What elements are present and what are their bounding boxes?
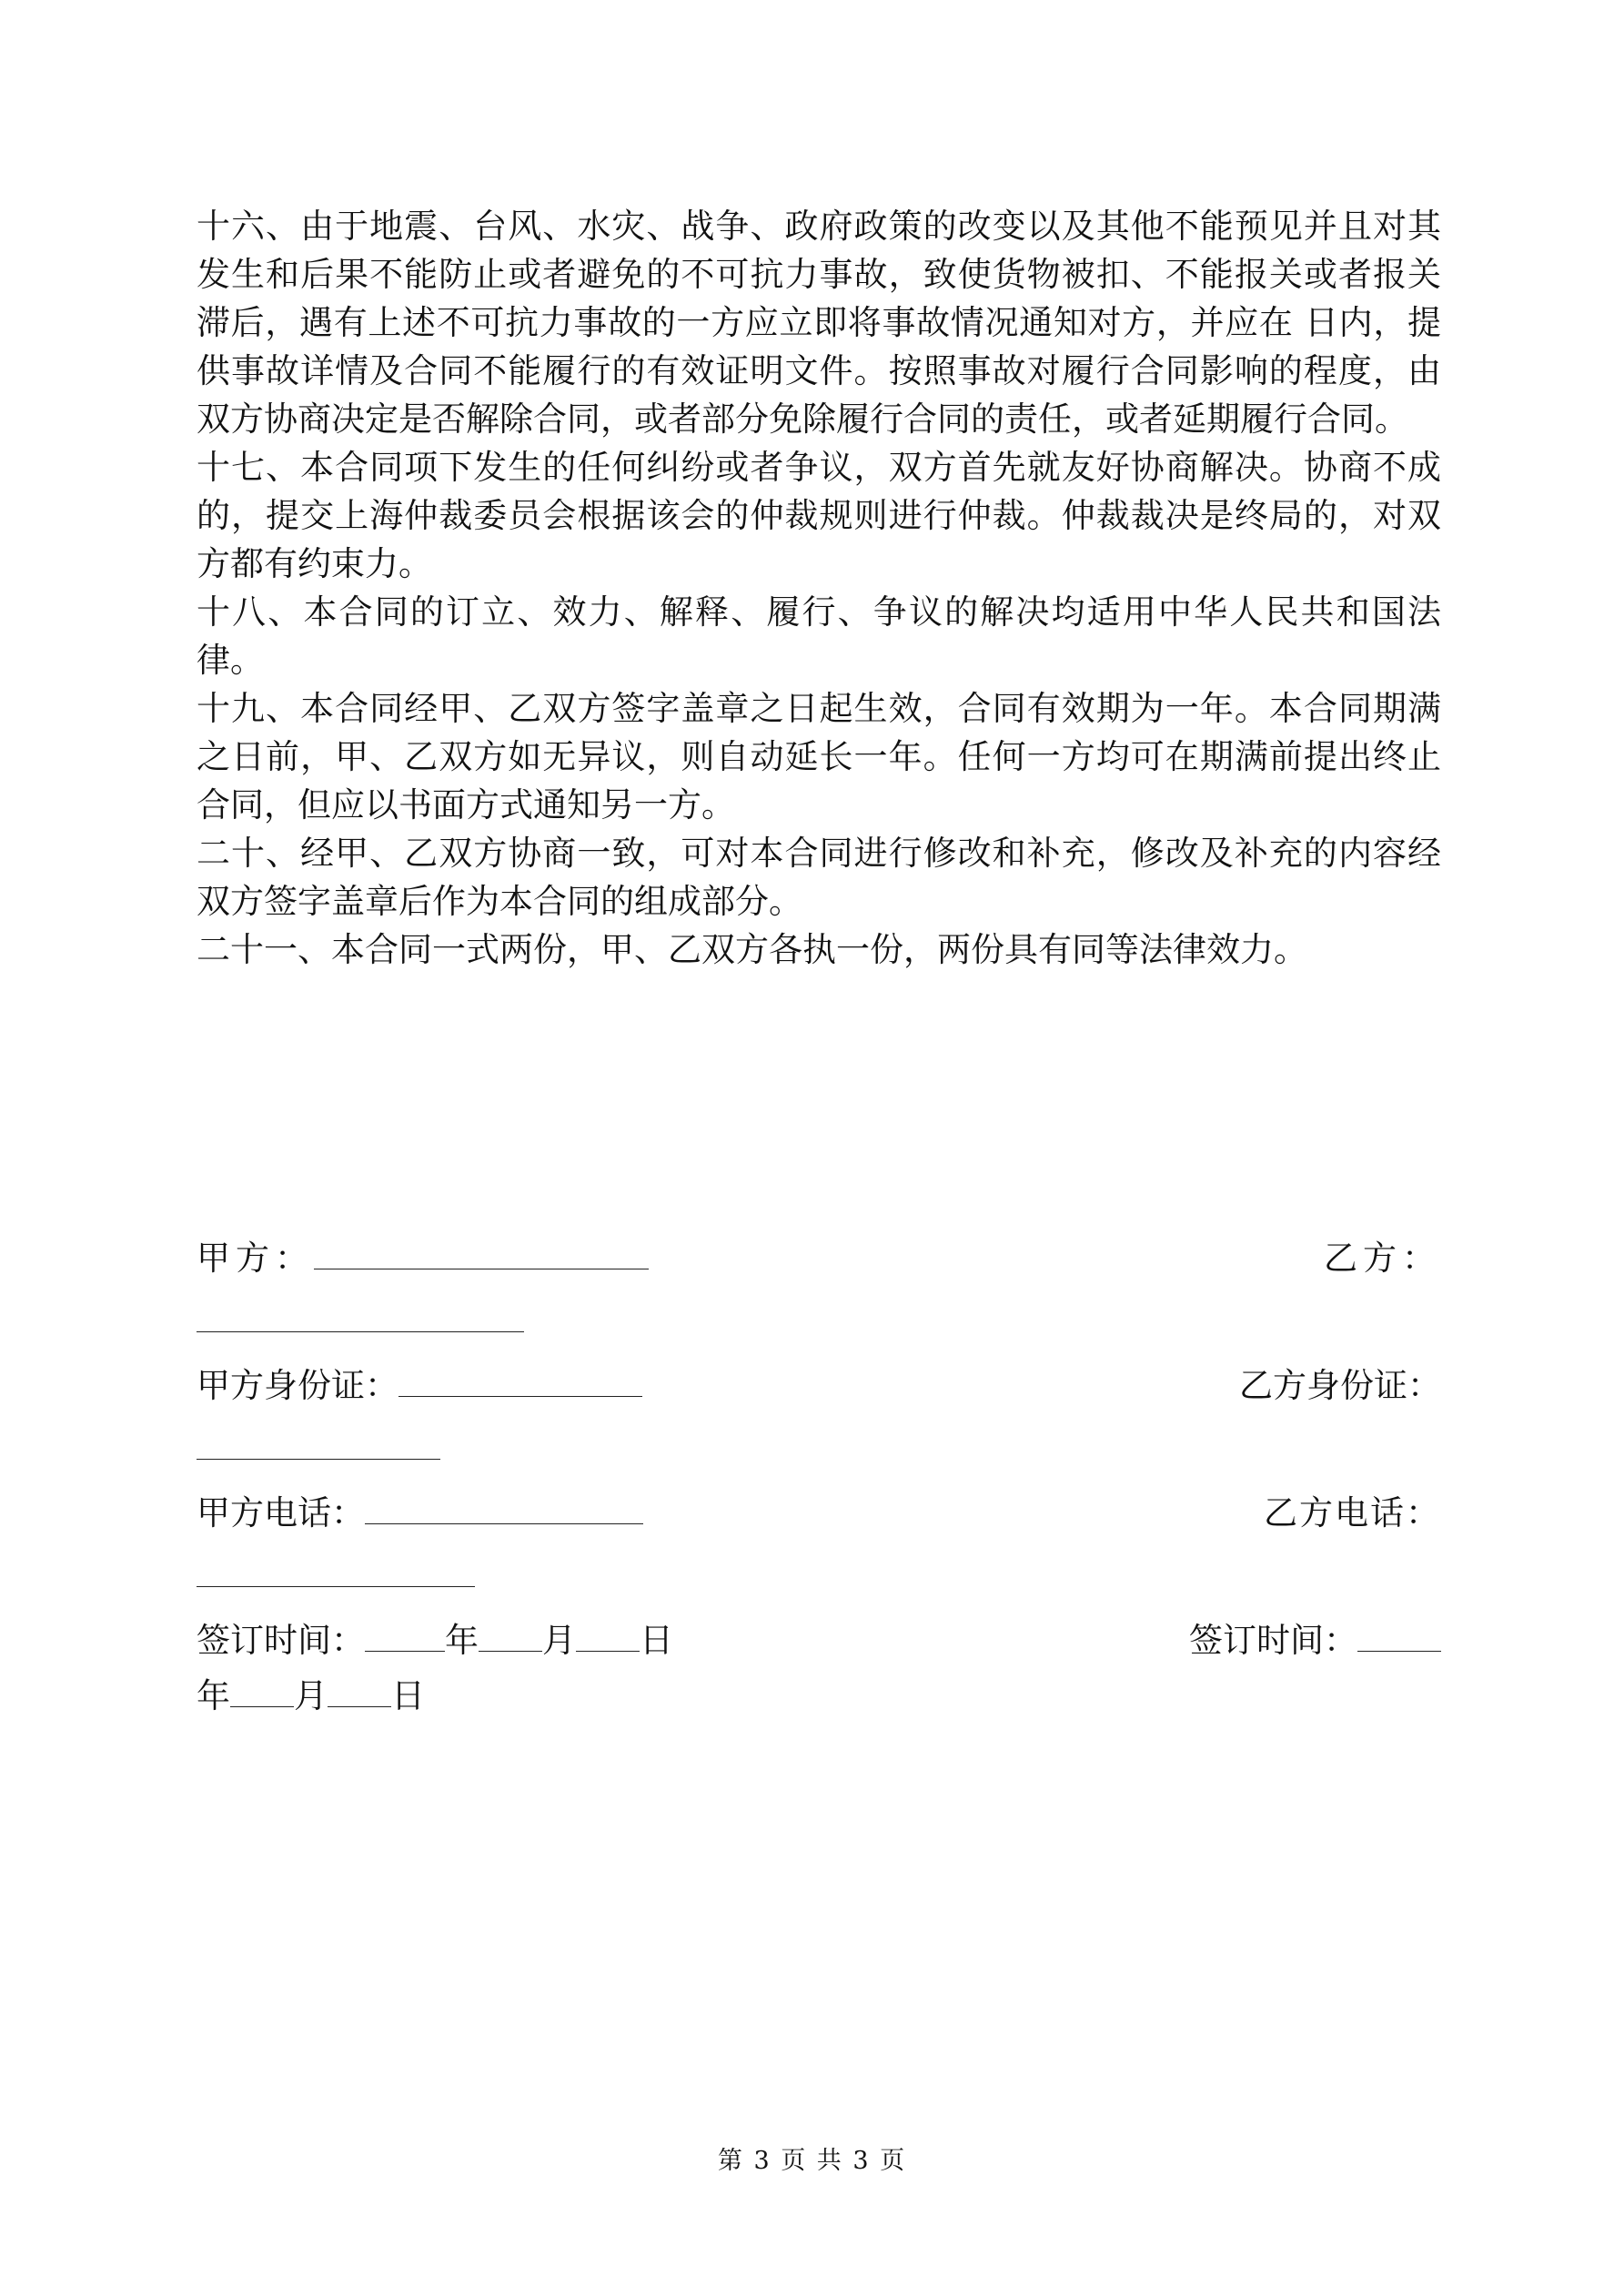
party-b-date-field — [1189, 1616, 1441, 1664]
party-b-phone-blank[interactable] — [197, 1553, 475, 1587]
clause-20: 二十、经甲、乙双方协商一致，可对本合同进行修改和补充，修改及补充的内容经双方签字盖章后作为本合同的组成部分。 — [197, 834, 1441, 921]
party-b-phone-field — [197, 1552, 475, 1600]
month-label: 月 — [542, 1621, 576, 1660]
party-a-date-label: 签订时间： — [197, 1621, 365, 1660]
party-b-date-rest — [197, 1672, 425, 1720]
party-row — [197, 1234, 1441, 1282]
month-label-b: 月 — [294, 1676, 328, 1715]
party-b-day-blank[interactable] — [328, 1674, 391, 1707]
party-b-date-continued — [197, 1672, 1441, 1720]
party-a-id-field — [197, 1361, 642, 1410]
party-b-id-label: 乙方身份证： — [1239, 1366, 1441, 1405]
party-a-day-blank[interactable] — [576, 1618, 640, 1652]
day-label-b: 日 — [391, 1676, 425, 1715]
clause-21: 二十一、本合同一式两份，甲、乙双方各执一份，两份具有同等法律效力。 — [197, 930, 1307, 969]
party-a-blank[interactable] — [314, 1236, 649, 1269]
party-a-id-label: 甲方身份证： — [197, 1366, 398, 1405]
party-b-blank-row — [197, 1297, 1441, 1345]
id-row — [197, 1361, 1441, 1410]
date-row — [197, 1616, 1441, 1664]
party-a-id-blank[interactable] — [398, 1363, 642, 1397]
day-label: 日 — [640, 1621, 673, 1660]
party-b-id-field — [197, 1424, 440, 1472]
clause-16: 十六、由于地震、台风、水灾、战争、政府政策的改变以及其他不能预见并且对其发生和后果不能防止或者避免的不可抗力事故，致使货物被扣、不能报关或者报关滞后，遇有上述不可抗力事故的一方应立即将事故情况通知对方，并应在 日内，提供事故详情及合同不能履行的有效证明文件。按照事故对履行合同影响的程度，由双方协商决定是否解除合同，或者部分免除履行合同的责任，或者延期履行合同。 — [197, 207, 1441, 439]
party-a-month-blank[interactable] — [479, 1618, 542, 1652]
party-a-field — [197, 1234, 649, 1282]
clause-17: 十七、本合同项下发生的任何纠纷或者争议，双方首先就友好协商解决。协商不成的，提交上海仲裁委员会根据该会的仲裁规则进行仲裁。仲裁裁决是终局的，对双方都有约束力。 — [197, 448, 1441, 583]
party-b-id-blank-row — [197, 1424, 1441, 1472]
party-a-phone-label: 甲方电话： — [197, 1493, 365, 1532]
year-label-b: 年 — [197, 1676, 230, 1715]
party-b-phone-label: 乙方电话： — [1264, 1493, 1441, 1532]
year-label: 年 — [445, 1621, 479, 1660]
party-b-date-label: 签订时间： — [1189, 1621, 1357, 1660]
party-b-id-blank[interactable] — [197, 1426, 440, 1460]
party-a-phone-field — [197, 1489, 643, 1537]
party-a-year-blank[interactable] — [365, 1618, 445, 1652]
party-b-year-blank[interactable] — [1357, 1618, 1441, 1652]
party-b-phone-blank-row — [197, 1552, 1441, 1600]
contract-clauses — [197, 202, 1441, 974]
party-b-field — [197, 1297, 524, 1345]
clause-18: 十八、本合同的订立、效力、解释、履行、争议的解决均适用中华人民共和国法律。 — [197, 592, 1441, 680]
party-a-phone-blank[interactable] — [365, 1491, 643, 1524]
page-number-footer: 第 3 页 共 3 页 — [717, 2147, 907, 2175]
party-a-date-field — [197, 1616, 673, 1664]
phone-row — [197, 1489, 1441, 1537]
party-a-label: 甲方： — [197, 1239, 314, 1278]
clause-19: 十九、本合同经甲、乙双方签字盖章之日起生效，合同有效期为一年。本合同期满之日前，甲、乙双方如无异议，则自动延长一年。任何一方均可在期满前提出终止合同，但应以书面方式通知另一方。 — [197, 689, 1441, 824]
signature-block — [197, 1234, 1441, 1720]
party-b-month-blank[interactable] — [230, 1674, 294, 1707]
party-b-label: 乙方： — [1324, 1239, 1441, 1278]
party-b-blank[interactable] — [197, 1299, 524, 1332]
